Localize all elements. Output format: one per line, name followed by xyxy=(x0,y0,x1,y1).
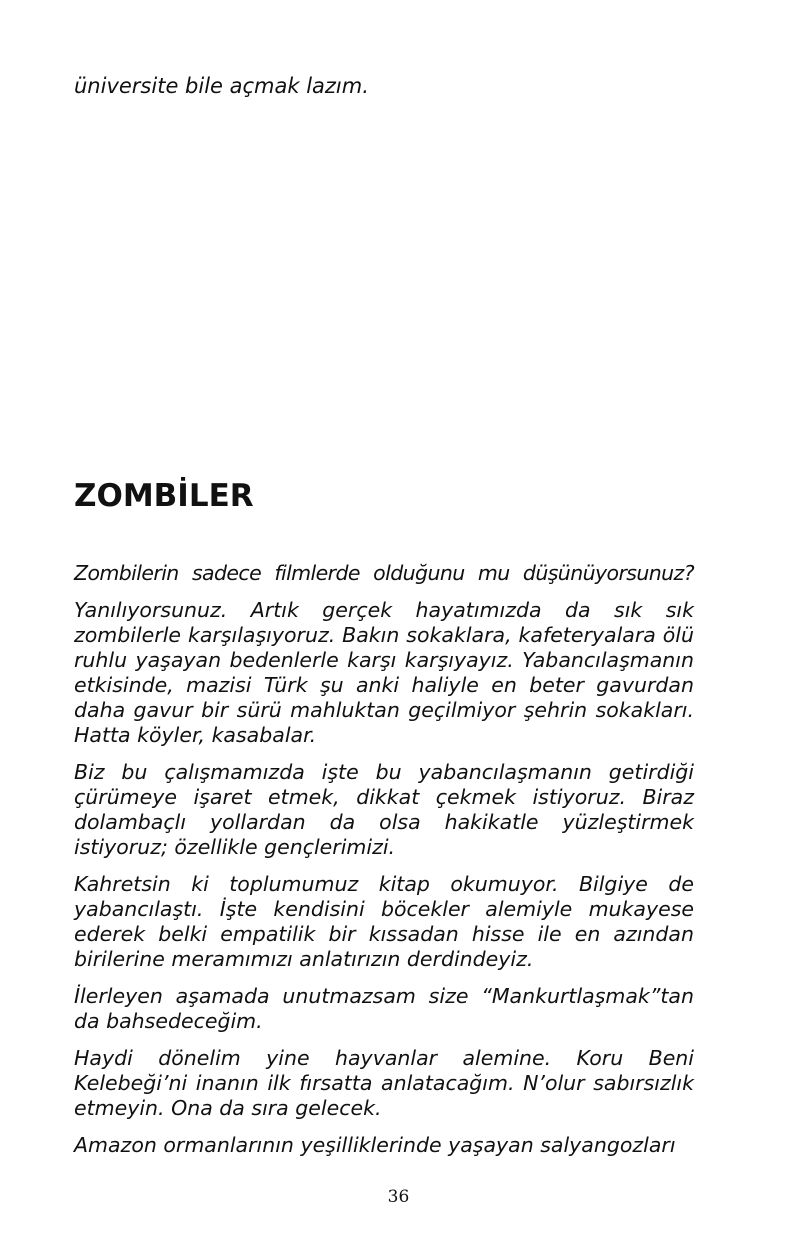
section-body xyxy=(74,561,694,1170)
paragraph: İlerleyen aşamada unutmazsam size “Mankurtlaşmak”tan da bahsedeceğim. xyxy=(74,984,694,1033)
page-number: 36 xyxy=(387,1187,410,1207)
section-title: ZOMBİLER xyxy=(74,478,254,514)
paragraph: Yanılıyorsunuz. Artık gerçek hayatımızda da sık sık zombilerle karşılaşıyoruz. Bakın sokaklara, kafeteryalara ölü ruhlu yaşayan bedenlerle karşı karşıyayız. Yabancılaşmanın etkisinde, mazisi Türk şu anki haliyle en beter gavurdan daha gavur bir sürü mahluktan geçilmiyor şehrin sokakları. Hatta köyler, kasabalar. xyxy=(74,598,694,747)
paragraph: Kahretsin ki toplumumuz kitap okumuyor. Bilgiye de yabancılaştı. İşte kendisini böcekler alemiyle mukayese ederek belki empatilik bir kıssadan hisse ile en azından birilerine meramımızı anlatırızın derdindeyiz. xyxy=(74,872,694,971)
paragraph: Biz bu çalışmamızda işte bu yabancılaşmanın getirdiği çürümeye işaret etmek, dikkat çekmek istiyoruz. Biraz dolambaçlı yollardan da olsa hakikatle yüzleştirmek istiyoruz; özellikle gençlerimizi. xyxy=(74,760,694,859)
paragraph: Amazon ormanlarının yeşilliklerinde yaşayan salyangozları xyxy=(74,1133,676,1157)
paragraph: Zombilerin sadece filmlerde olduğunu mu düşünüyorsunuz? xyxy=(74,561,694,585)
continuation-line: üniversite bile açmak lazım. xyxy=(74,74,369,98)
paragraph: Haydi dönelim yine hayvanlar alemine. Koru Beni Kelebeği’ni inanın ilk fırsatta anlatacağım. N’olur sabırsızlık etmeyin. Ona da sıra gelecek. xyxy=(74,1046,694,1120)
